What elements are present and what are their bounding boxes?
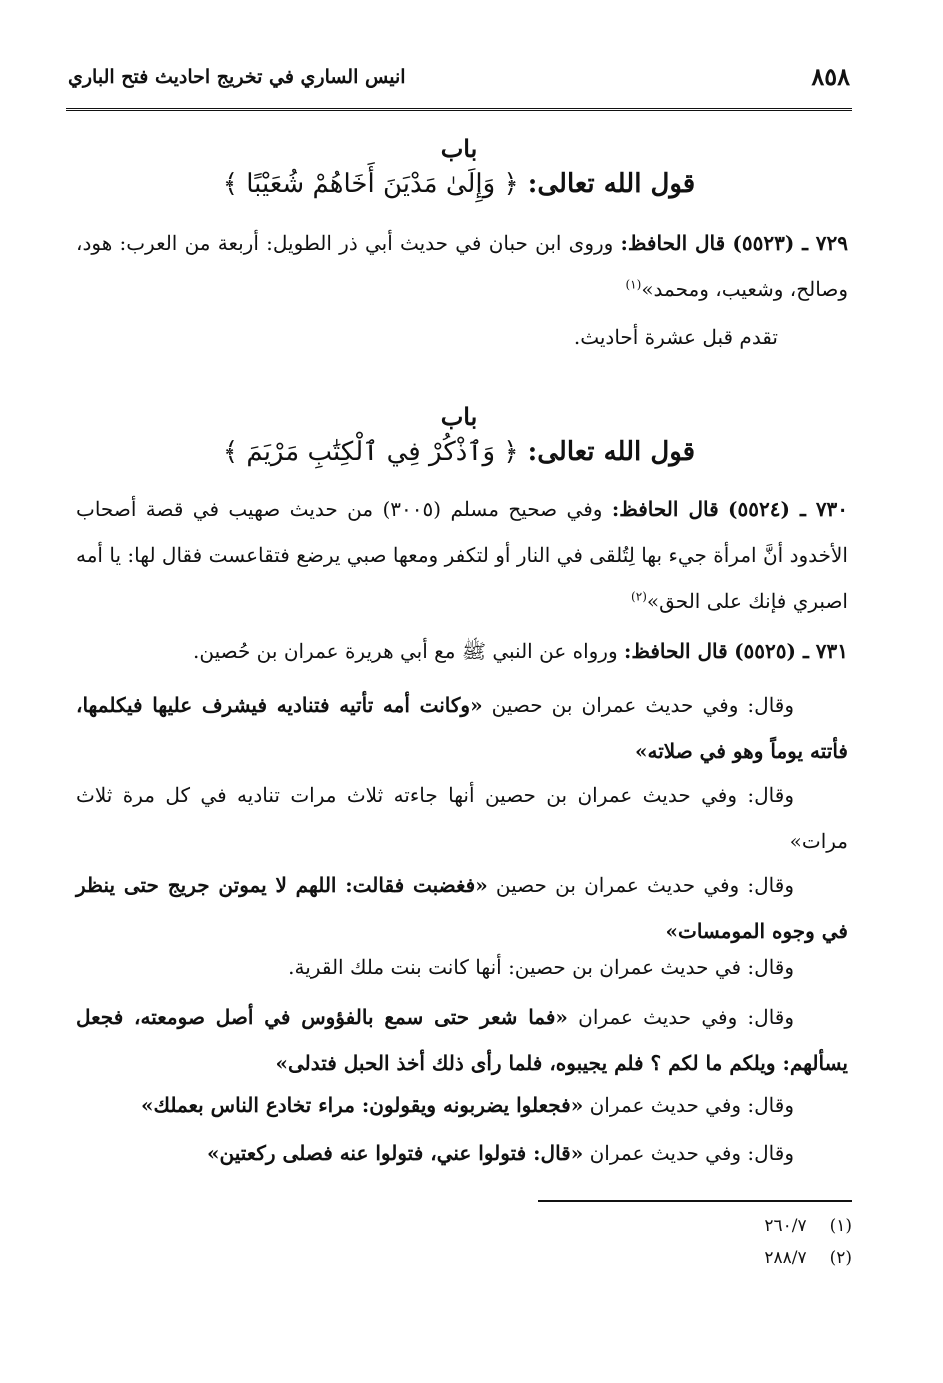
page-number: ٨٥٨ (811, 62, 850, 91)
footnote-mark: (١) (829, 1216, 852, 1236)
entry-number: ٧٣٠ ـ (٥٥٢٤) (728, 497, 849, 521)
verse-prefix: قول الله تعالى: (527, 169, 696, 199)
entry-number: ٧٣١ ـ (٥٥٢٥) (734, 639, 848, 663)
entry-text: وروى ابن حبان في حديث أبي ذر الطويل: أربعة من العرب: هود، وصالح، وشعيب، ومحمد» (76, 231, 848, 301)
paragraph-lead: وقال: وفي حديث عمران بن حصين (495, 873, 794, 897)
paragraph-quote: «فما شعر حتى سمع بالفؤوس في أصل صومعته، فجعل يسألهم: ويلكم ما لكم ؟ فلم يجيبوه، فلما رأى ذلك أخذ الحبل فتدلى» (76, 1005, 848, 1075)
paragraph-lead: وقال: وفي حديث عمران (589, 1141, 794, 1165)
quran-verse: ﴿ وَإِلَىٰ مَدْيَنَ أَخَاهُمْ شُعَيْبًا ﴾ (222, 169, 519, 199)
entry-text: وفي صحيح مسلم (٣٠٠٥) من حديث صهيب في قصة أصحاب الأخدود أنَّ امرأة جيء بها لِتُلقى في النار أو لتكفر ومعها صبي يرضع فتقاعست فقال لها: يا أمه اصبري فإنك على الحق» (76, 497, 848, 613)
paragraph-lead: وقال: في حديث عمران بن حصين: أنها كانت بنت ملك القرية. (288, 955, 794, 979)
paragraph-quote: «فغضبت فقالت: اللهم لا يموتن جريج حتى ينظر في وجوه المومسات» (76, 873, 848, 943)
paragraph-2 (76, 772, 848, 864)
entry-text: ورواه عن النبي ﷺ مع أبي هريرة عمران بن حُصين. (192, 639, 618, 663)
book-title: انيس الساري في تخريج احاديث فتح الباري (68, 66, 406, 88)
footnote-2 (538, 1246, 852, 1270)
paragraph-lead: وقال: وفي حديث عمران (578, 1005, 795, 1029)
paragraph-1 (76, 682, 848, 774)
entry-note (76, 314, 848, 360)
paragraph-quote: «وكانت أمه تأتيه فتناديه فيشرف عليها فيكلمها، فأتته يوماً وهو في صلاته» (76, 693, 848, 763)
hadith-entry-730 (76, 486, 848, 624)
footnote-separator (538, 1200, 852, 1202)
paragraph-5 (76, 994, 848, 1086)
entry-attribution: قال الحافظ: (620, 231, 726, 255)
verse-prefix: قول الله تعالى: (527, 437, 696, 467)
note-text: تقدم قبل عشرة أحاديث. (573, 325, 778, 349)
chapter-verse (66, 164, 852, 204)
footnote-ref: (١) (625, 277, 642, 292)
footnote-text: ٢٦٠/٧ (764, 1216, 807, 1236)
footnote-1 (538, 1214, 852, 1238)
chapter-label: باب (440, 402, 478, 431)
footnote-text: ٢٨٨/٧ (764, 1248, 807, 1268)
header-rule (66, 108, 852, 111)
footnote-ref: (٢) (631, 589, 647, 604)
entry-attribution: قال الحافظ: (611, 497, 719, 521)
entry-attribution: قال الحافظ: (623, 639, 728, 663)
quran-verse: ﴿ وَٱذْكُرْ فِي ٱلْكِتَٰبِ مَرْيَمَ ﴾ (222, 437, 519, 467)
chapter-heading-2 (66, 402, 852, 472)
running-header (66, 60, 852, 100)
paragraph-lead: وقال: وفي حديث عمران بن حصين أنها جاءته ثلاث مرات تناديه في كل مرة ثلاث مرات» (76, 783, 848, 853)
paragraph-6 (76, 1082, 848, 1128)
paragraph-3 (76, 862, 848, 954)
paragraph-4 (76, 944, 848, 990)
paragraph-quote: «فجعلوا يضربونه ويقولون: مراء تخادع الناس بعملك» (140, 1093, 584, 1117)
hadith-entry-731 (76, 628, 848, 674)
chapter-heading-1 (66, 134, 852, 204)
footnote-mark: (٢) (829, 1248, 852, 1268)
hadith-entry-729 (76, 220, 848, 312)
paragraph-7 (76, 1130, 848, 1176)
chapter-label: باب (440, 134, 478, 163)
entry-number: ٧٢٩ ـ (٥٥٢٣) (732, 231, 849, 255)
paragraph-lead: وقال: وفي حديث عمران (589, 1093, 794, 1117)
chapter-verse (66, 432, 852, 472)
paragraph-quote: «قال: فتولوا عني، فتولوا عنه فصلى ركعتين» (206, 1141, 584, 1165)
paragraph-lead: وقال: وفي حديث عمران بن حصين (491, 693, 795, 717)
